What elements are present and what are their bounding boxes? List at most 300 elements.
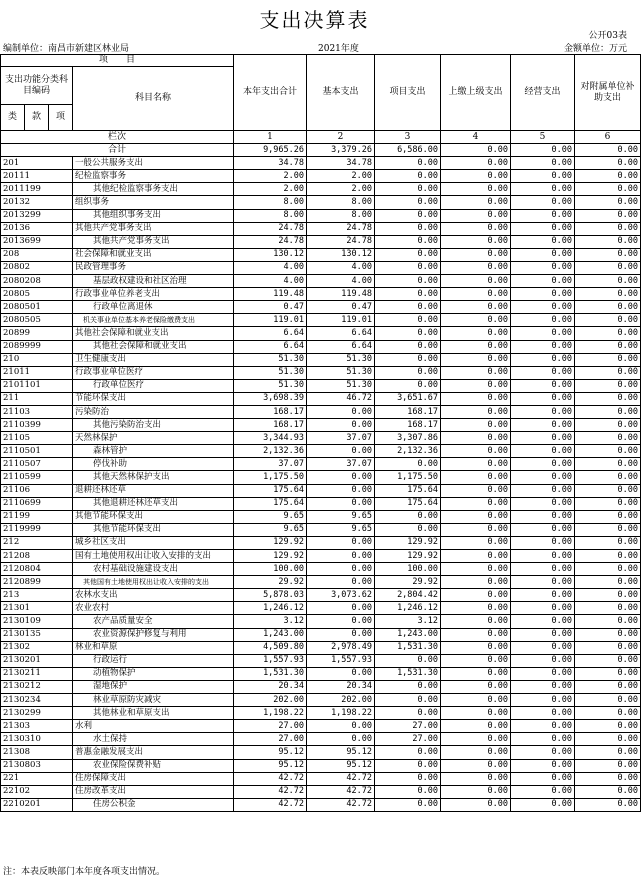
- row-value: 175.64: [234, 497, 307, 510]
- row-subject-name: 其他天然林保护支出: [73, 471, 234, 484]
- table-row: [1, 392, 641, 405]
- row-value: 1,198.22: [234, 707, 307, 720]
- header-col-business: 经营支出: [511, 55, 575, 131]
- row-code: 211: [1, 392, 73, 405]
- row-value: 0.00: [441, 694, 511, 707]
- row-code: 2080505: [1, 314, 73, 327]
- table-row: [1, 563, 641, 576]
- table-row: [1, 536, 641, 549]
- row-value: 0.00: [511, 445, 575, 458]
- table-row: [1, 301, 641, 314]
- table-row: [1, 707, 641, 720]
- row-value: 0.00: [511, 772, 575, 785]
- row-value: 0.00: [375, 707, 441, 720]
- row-value: 2.00: [234, 170, 307, 183]
- row-code: 20802: [1, 261, 73, 274]
- row-value: 0.00: [575, 680, 641, 693]
- row-value: 24.78: [307, 235, 375, 248]
- row-code: 2130299: [1, 707, 73, 720]
- table-row: [1, 720, 641, 733]
- row-value: 0.00: [511, 628, 575, 641]
- row-subject-name: 卫生健康支出: [73, 353, 234, 366]
- row-value: 0.00: [511, 275, 575, 288]
- row-value: 0.00: [511, 759, 575, 772]
- row-value: 0.00: [441, 576, 511, 589]
- row-value: 42.72: [307, 798, 375, 811]
- row-value: 29.92: [375, 576, 441, 589]
- row-value: 1,531.30: [234, 667, 307, 680]
- row-value: 51.30: [307, 353, 375, 366]
- col-num: 3: [375, 131, 441, 144]
- row-value: 0.00: [441, 235, 511, 248]
- row-value: 0.00: [441, 523, 511, 536]
- total-value: 0.00: [575, 144, 641, 157]
- page-title: 支出决算表: [259, 8, 370, 32]
- row-subject-name: 行政单位医疗: [73, 379, 234, 392]
- table-row: [1, 432, 641, 445]
- row-subject-name: 其他污染防治支出: [73, 419, 234, 432]
- org-label: 编制单位：南昌市新建区林业局: [3, 44, 130, 54]
- row-value: 42.72: [307, 785, 375, 798]
- row-value: 0.00: [441, 275, 511, 288]
- row-code: 213: [1, 589, 73, 602]
- row-value: 130.12: [307, 248, 375, 261]
- row-value: 0.00: [575, 301, 641, 314]
- row-value: 202.00: [307, 694, 375, 707]
- table-row: [1, 772, 641, 785]
- row-value: 0.00: [575, 222, 641, 235]
- row-subject-name: 纪检监察事务: [73, 170, 234, 183]
- row-value: 0.00: [575, 759, 641, 772]
- row-value: 2,804.42: [375, 589, 441, 602]
- row-value: 27.00: [234, 720, 307, 733]
- row-value: 2.00: [307, 170, 375, 183]
- row-value: 4,509.80: [234, 641, 307, 654]
- table-row: [1, 628, 641, 641]
- row-value: 129.92: [234, 550, 307, 563]
- row-value: 2,132.36: [234, 445, 307, 458]
- row-value: 0.00: [511, 314, 575, 327]
- total-value: 9,965.26: [234, 144, 307, 157]
- row-value: 27.00: [234, 733, 307, 746]
- row-value: 0.00: [511, 248, 575, 261]
- row-value: 95.12: [234, 746, 307, 759]
- row-value: 42.72: [234, 798, 307, 811]
- row-value: 9.65: [234, 510, 307, 523]
- row-value: 0.00: [575, 720, 641, 733]
- row-subject-name: 天然林保护: [73, 432, 234, 445]
- row-value: 0.00: [575, 628, 641, 641]
- row-subject-name: 农产品质量安全: [73, 615, 234, 628]
- footnote: 注：本表反映部门本年度各项支出情况。: [3, 867, 166, 877]
- row-value: 0.00: [375, 340, 441, 353]
- row-subject-name: 停伐补助: [73, 458, 234, 471]
- row-value: 0.00: [441, 667, 511, 680]
- row-value: 0.00: [375, 157, 441, 170]
- row-value: 51.30: [307, 366, 375, 379]
- row-value: 0.00: [441, 288, 511, 301]
- row-subject-name: 城乡社区支出: [73, 536, 234, 549]
- row-value: 8.00: [234, 196, 307, 209]
- row-value: 2,132.36: [375, 445, 441, 458]
- row-value: 0.00: [511, 235, 575, 248]
- row-value: 0.00: [511, 196, 575, 209]
- row-value: 24.78: [307, 222, 375, 235]
- row-subject-name: 其他纪检监察事务支出: [73, 183, 234, 196]
- row-value: 0.00: [375, 759, 441, 772]
- row-value: 0.00: [575, 536, 641, 549]
- row-value: 0.00: [375, 798, 441, 811]
- row-code: 2013699: [1, 235, 73, 248]
- table-row: [1, 484, 641, 497]
- row-subject-name: 行政事业单位医疗: [73, 366, 234, 379]
- row-value: 0.00: [575, 746, 641, 759]
- row-value: 3,307.86: [375, 432, 441, 445]
- row-subject-name: 基层政权建设和社区治理: [73, 275, 234, 288]
- row-value: 0.00: [441, 353, 511, 366]
- table-row: [1, 602, 641, 615]
- row-value: 9.65: [307, 510, 375, 523]
- row-value: 175.64: [375, 484, 441, 497]
- header-item: 项 目: [1, 55, 234, 67]
- table-row: [1, 222, 641, 235]
- row-subject-name: 动植物保护: [73, 667, 234, 680]
- row-subject-name: 行政单位离退休: [73, 301, 234, 314]
- lanci-row: [1, 131, 641, 144]
- row-value: 100.00: [234, 563, 307, 576]
- row-value: 0.00: [575, 157, 641, 170]
- row-value: 0.00: [375, 746, 441, 759]
- row-value: 0.00: [441, 248, 511, 261]
- row-value: 51.30: [234, 366, 307, 379]
- row-value: 42.72: [234, 772, 307, 785]
- row-code: 21208: [1, 550, 73, 563]
- table-row: [1, 196, 641, 209]
- row-value: 1,557.93: [307, 654, 375, 667]
- row-code: 2130803: [1, 759, 73, 772]
- table-row: [1, 746, 641, 759]
- row-value: 0.00: [575, 550, 641, 563]
- table-row: [1, 366, 641, 379]
- row-value: 0.00: [307, 733, 375, 746]
- row-subject-name: 其他共产党事务支出: [73, 235, 234, 248]
- row-code: 2110507: [1, 458, 73, 471]
- row-value: 1,243.00: [234, 628, 307, 641]
- row-value: 0.00: [511, 405, 575, 418]
- row-value: 0.00: [575, 497, 641, 510]
- row-value: 0.00: [575, 458, 641, 471]
- row-value: 51.30: [234, 379, 307, 392]
- row-value: 3.12: [375, 615, 441, 628]
- row-value: 0.00: [511, 288, 575, 301]
- row-value: 0.00: [307, 536, 375, 549]
- row-value: 1,246.12: [375, 602, 441, 615]
- form-number: 公开03表: [588, 31, 627, 41]
- row-value: 0.00: [575, 471, 641, 484]
- row-value: 0.00: [511, 432, 575, 445]
- row-value: 2.00: [234, 183, 307, 196]
- row-value: 0.00: [441, 405, 511, 418]
- row-code: 2120899: [1, 576, 73, 589]
- row-value: 4.00: [307, 261, 375, 274]
- col-num: 2: [307, 131, 375, 144]
- table-row: [1, 248, 641, 261]
- row-value: 0.00: [307, 628, 375, 641]
- row-value: 0.00: [375, 379, 441, 392]
- row-subject-name: 农村基础设施建设支出: [73, 563, 234, 576]
- row-value: 34.78: [307, 157, 375, 170]
- total-row: [1, 144, 641, 157]
- row-value: 0.00: [307, 602, 375, 615]
- row-value: 0.00: [575, 733, 641, 746]
- row-value: 51.30: [307, 379, 375, 392]
- row-value: 0.00: [375, 170, 441, 183]
- row-code: 2130310: [1, 733, 73, 746]
- row-code: 20899: [1, 327, 73, 340]
- row-value: 0.00: [575, 405, 641, 418]
- table-row: [1, 235, 641, 248]
- row-value: 0.00: [511, 510, 575, 523]
- table-row: [1, 589, 641, 602]
- row-code: 2080208: [1, 275, 73, 288]
- row-value: 1,243.00: [375, 628, 441, 641]
- row-subject-name: 组织事务: [73, 196, 234, 209]
- row-value: 0.00: [441, 301, 511, 314]
- row-value: 0.00: [441, 589, 511, 602]
- row-value: 0.00: [375, 209, 441, 222]
- header-xiang: 项: [49, 105, 73, 131]
- row-value: 0.00: [575, 366, 641, 379]
- row-value: 0.00: [511, 261, 575, 274]
- row-value: 129.92: [375, 550, 441, 563]
- table-row: [1, 641, 641, 654]
- row-value: 4.00: [307, 275, 375, 288]
- row-value: 175.64: [234, 484, 307, 497]
- table-row: [1, 209, 641, 222]
- row-value: 0.00: [441, 261, 511, 274]
- row-value: 0.00: [375, 196, 441, 209]
- row-value: 0.00: [441, 209, 511, 222]
- row-value: 0.00: [441, 170, 511, 183]
- col-num: 5: [511, 131, 575, 144]
- row-code: 210: [1, 353, 73, 366]
- row-code: 2130135: [1, 628, 73, 641]
- row-value: 0.00: [441, 510, 511, 523]
- row-value: 0.00: [575, 667, 641, 680]
- row-value: 0.00: [575, 484, 641, 497]
- row-value: 0.00: [575, 707, 641, 720]
- row-value: 0.00: [575, 694, 641, 707]
- table-row: [1, 445, 641, 458]
- row-subject-name: 其他退耕还林还草支出: [73, 497, 234, 510]
- row-value: 2,978.49: [307, 641, 375, 654]
- row-value: 2.00: [307, 183, 375, 196]
- row-value: 0.00: [441, 340, 511, 353]
- row-value: 0.00: [511, 222, 575, 235]
- row-value: 0.00: [575, 563, 641, 576]
- row-value: 37.07: [234, 458, 307, 471]
- row-value: 130.12: [234, 248, 307, 261]
- row-code: 2110699: [1, 497, 73, 510]
- row-value: 0.00: [511, 720, 575, 733]
- row-value: 0.00: [375, 654, 441, 667]
- row-code: 21103: [1, 405, 73, 418]
- row-value: 0.00: [575, 798, 641, 811]
- header-row-1: [1, 55, 641, 67]
- row-subject-name: 农林水支出: [73, 589, 234, 602]
- row-value: 0.00: [441, 680, 511, 693]
- row-value: 100.00: [375, 563, 441, 576]
- row-value: 37.07: [307, 432, 375, 445]
- row-value: 6.64: [234, 340, 307, 353]
- row-value: 175.64: [375, 497, 441, 510]
- row-subject-name: 其他组织事务支出: [73, 209, 234, 222]
- row-code: 2130234: [1, 694, 73, 707]
- row-subject-name: 农业保险保费补贴: [73, 759, 234, 772]
- row-value: 0.00: [511, 366, 575, 379]
- row-value: 0.00: [511, 353, 575, 366]
- row-value: 0.00: [441, 707, 511, 720]
- row-value: 24.78: [234, 235, 307, 248]
- row-subject-name: 行政运行: [73, 654, 234, 667]
- row-value: 1,246.12: [234, 602, 307, 615]
- row-value: 0.00: [441, 314, 511, 327]
- row-value: 0.00: [441, 366, 511, 379]
- row-subject-name: 其他节能环保支出: [73, 510, 234, 523]
- header-col-subsidy: 对附属单位补助支出: [575, 55, 641, 131]
- table-row: [1, 497, 641, 510]
- row-value: 0.00: [441, 628, 511, 641]
- row-value: 0.00: [307, 615, 375, 628]
- table-row: [1, 419, 641, 432]
- row-code: 2130201: [1, 654, 73, 667]
- row-subject-name: 其他节能环保支出: [73, 523, 234, 536]
- row-subject-name: 退耕还林还草: [73, 484, 234, 497]
- table-row: [1, 733, 641, 746]
- row-subject-name: 一般公共服务支出: [73, 157, 234, 170]
- row-value: 0.00: [511, 327, 575, 340]
- row-value: 3,651.67: [375, 392, 441, 405]
- row-value: 34.78: [234, 157, 307, 170]
- row-value: 0.47: [307, 301, 375, 314]
- total-value: 0.00: [441, 144, 511, 157]
- row-code: 208: [1, 248, 73, 261]
- row-subject-name: 林业草原防灾减灾: [73, 694, 234, 707]
- table-row: [1, 550, 641, 563]
- col-num: 4: [441, 131, 511, 144]
- row-value: 0.00: [307, 419, 375, 432]
- row-value: 0.00: [511, 170, 575, 183]
- row-value: 0.00: [375, 680, 441, 693]
- row-value: 0.47: [234, 301, 307, 314]
- row-value: 0.00: [511, 733, 575, 746]
- row-subject-name: 森林管护: [73, 445, 234, 458]
- table-row: [1, 275, 641, 288]
- row-code: 21301: [1, 602, 73, 615]
- row-value: 202.00: [234, 694, 307, 707]
- row-code: 20132: [1, 196, 73, 209]
- row-value: 0.00: [575, 785, 641, 798]
- row-code: 22102: [1, 785, 73, 798]
- row-value: 168.17: [234, 405, 307, 418]
- row-subject-name: 其他社会保障和就业支出: [73, 327, 234, 340]
- row-value: 0.00: [375, 288, 441, 301]
- row-value: 0.00: [511, 550, 575, 563]
- header-kuan: 款: [25, 105, 49, 131]
- table-row: [1, 785, 641, 798]
- col-num: 1: [234, 131, 307, 144]
- table-row: [1, 183, 641, 196]
- row-value: 0.00: [511, 392, 575, 405]
- row-value: 0.00: [441, 759, 511, 772]
- row-value: 119.01: [307, 314, 375, 327]
- total-label: 合计: [1, 144, 234, 157]
- row-value: 0.00: [441, 746, 511, 759]
- row-value: 0.00: [511, 458, 575, 471]
- row-value: 0.00: [575, 419, 641, 432]
- row-value: 0.00: [575, 589, 641, 602]
- row-value: 8.00: [307, 196, 375, 209]
- row-value: 24.78: [234, 222, 307, 235]
- row-value: 0.00: [511, 563, 575, 576]
- lanci-label: 栏次: [1, 131, 234, 144]
- table-row: [1, 314, 641, 327]
- row-value: 20.34: [307, 680, 375, 693]
- row-subject-name: 社会保障和就业支出: [73, 248, 234, 261]
- row-value: 0.00: [511, 340, 575, 353]
- row-subject-name: 节能环保支出: [73, 392, 234, 405]
- row-value: 0.00: [575, 353, 641, 366]
- row-value: 20.34: [234, 680, 307, 693]
- row-subject-name: 住房改革支出: [73, 785, 234, 798]
- row-code: 2080501: [1, 301, 73, 314]
- row-value: 1,531.30: [375, 667, 441, 680]
- row-value: 0.00: [575, 248, 641, 261]
- row-code: 21303: [1, 720, 73, 733]
- header-col-project: 项目支出: [375, 55, 441, 131]
- row-value: 6.64: [307, 340, 375, 353]
- header-col-upper: 上缴上级支出: [441, 55, 511, 131]
- row-subject-name: 其他林业和草原支出: [73, 707, 234, 720]
- row-value: 0.00: [375, 248, 441, 261]
- row-value: 0.00: [441, 550, 511, 563]
- row-value: 6.64: [234, 327, 307, 340]
- row-value: 0.00: [511, 641, 575, 654]
- row-subject-name: 农业农村: [73, 602, 234, 615]
- table-row: [1, 510, 641, 523]
- row-value: 0.00: [575, 576, 641, 589]
- row-code: 2130109: [1, 615, 73, 628]
- row-value: 0.00: [307, 563, 375, 576]
- row-value: 0.00: [575, 261, 641, 274]
- row-value: 0.00: [307, 576, 375, 589]
- header-subject-name: 科目名称: [73, 67, 234, 131]
- row-value: 0.00: [511, 183, 575, 196]
- row-value: 0.00: [575, 432, 641, 445]
- table-row: [1, 353, 641, 366]
- row-value: 1,175.50: [375, 471, 441, 484]
- row-code: 221: [1, 772, 73, 785]
- row-value: 0.00: [375, 353, 441, 366]
- row-value: 0.00: [375, 275, 441, 288]
- table-row: [1, 157, 641, 170]
- row-value: 0.00: [441, 471, 511, 484]
- row-code: 21105: [1, 432, 73, 445]
- total-value: 0.00: [511, 144, 575, 157]
- row-subject-name: 行政事业单位养老支出: [73, 288, 234, 301]
- row-value: 1,531.30: [375, 641, 441, 654]
- table-row: [1, 261, 641, 274]
